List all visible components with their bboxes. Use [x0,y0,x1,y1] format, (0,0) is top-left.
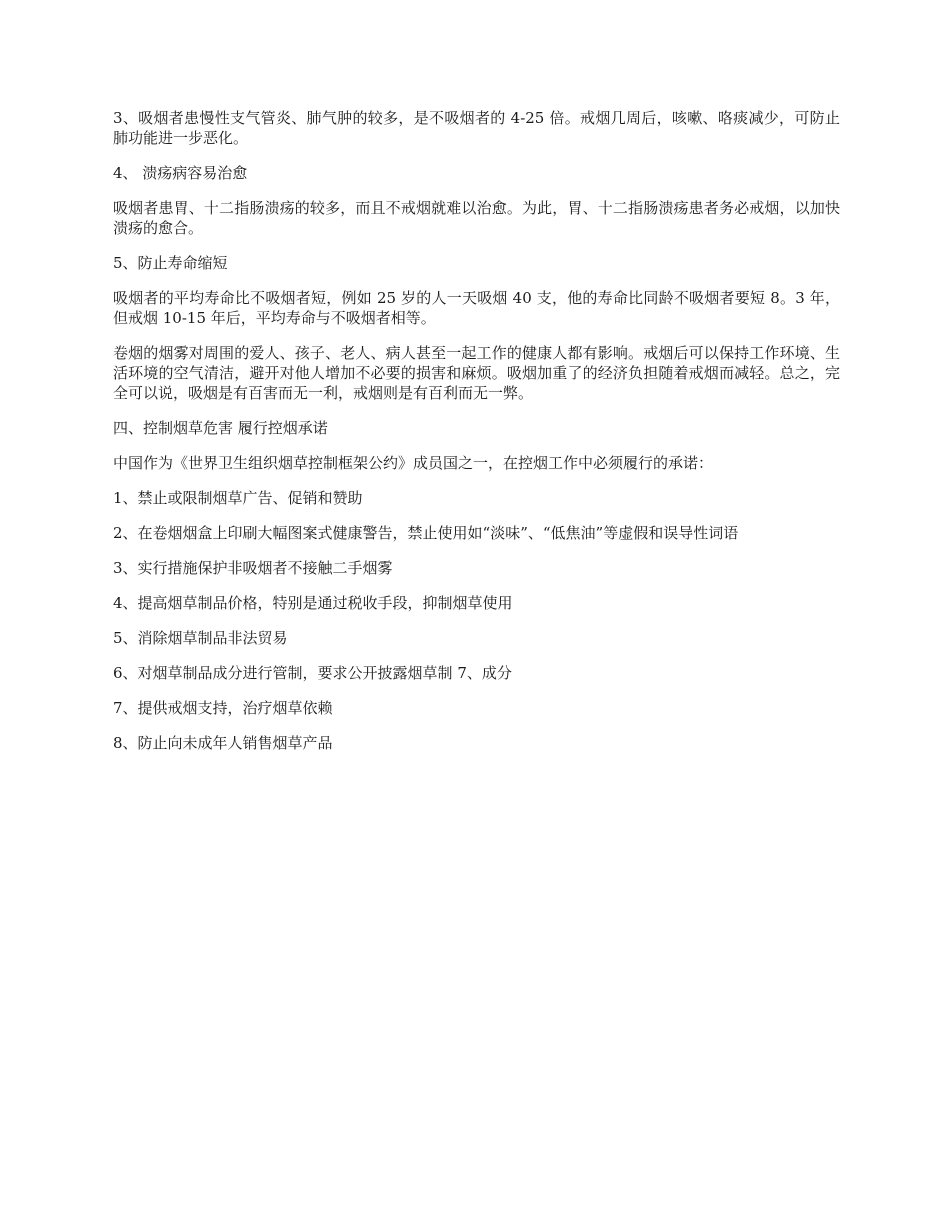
paragraph-lifespan: 吸烟者的平均寿命比不吸烟者短，例如 25 岁的人一天吸烟 40 支，他的寿命比同龄不吸烟者要短 8。3 年，但戒烟 10-15 年后，平均寿命与不吸烟者相等。 [113,289,840,327]
section-heading-tobacco-control: 四、控制烟草危害 履行控烟承诺 [113,419,328,437]
heading-ulcer-healing: 4、 溃疡病容易治愈 [113,164,248,182]
paragraph-bronchitis: 3、吸烟者患慢性支气管炎、肺气肿的较多，是不吸烟者的 4-25 倍。戒烟几周后，咳嗽、咯痰减少，可防止肺功能进一步恶化。 [113,109,840,147]
list-item-commitment-7: 7、提供戒烟支持，治疗烟草依赖 [113,699,333,717]
list-item-commitment-8: 8、防止向未成年人销售烟草产品 [113,734,333,752]
heading-lifespan: 5、防止寿命缩短 [113,254,228,272]
paragraph-ulcer: 吸烟者患胃、十二指肠溃疡的较多，而且不戒烟就难以治愈。为此，胃、十二指肠溃疡患者务必戒烟，以加快溃疡的愈合。 [113,199,840,237]
paragraph-secondhand-smoke: 卷烟的烟雾对周围的爱人、孩子、老人、病人甚至一起工作的健康人都有影响。戒烟后可以保持工作环境、生活环境的空气清洁，避开对他人增加不必要的损害和麻烦。吸烟加重了的经济负担随着戒烟而减轻。总之，完全可以说，吸烟是有百害而无一利，戒烟则是有百利而无一弊。 [113,344,840,402]
list-item-commitment-5: 5、消除烟草制品非法贸易 [113,629,288,647]
list-item-commitment-6: 6、对烟草制品成分进行管制，要求公开披露烟草制 7、成分 [113,664,512,682]
document-body [113,108,840,768]
list-item-commitment-3: 3、实行措施保护非吸烟者不接触二手烟雾 [113,559,393,577]
list-item-commitment-2: 2、在卷烟烟盒上印刷大幅图案式健康警告，禁止使用如“淡味”、“低焦油”等虚假和误导性词语 [113,524,739,542]
list-item-commitment-1: 1、禁止或限制烟草广告、促销和赞助 [113,489,363,507]
paragraph-fctc-commitment: 中国作为《世界卫生组织烟草控制框架公约》成员国之一，在控烟工作中必须履行的承诺： [113,454,714,472]
list-item-commitment-4: 4、提高烟草制品价格，特别是通过税收手段，抑制烟草使用 [113,594,513,612]
